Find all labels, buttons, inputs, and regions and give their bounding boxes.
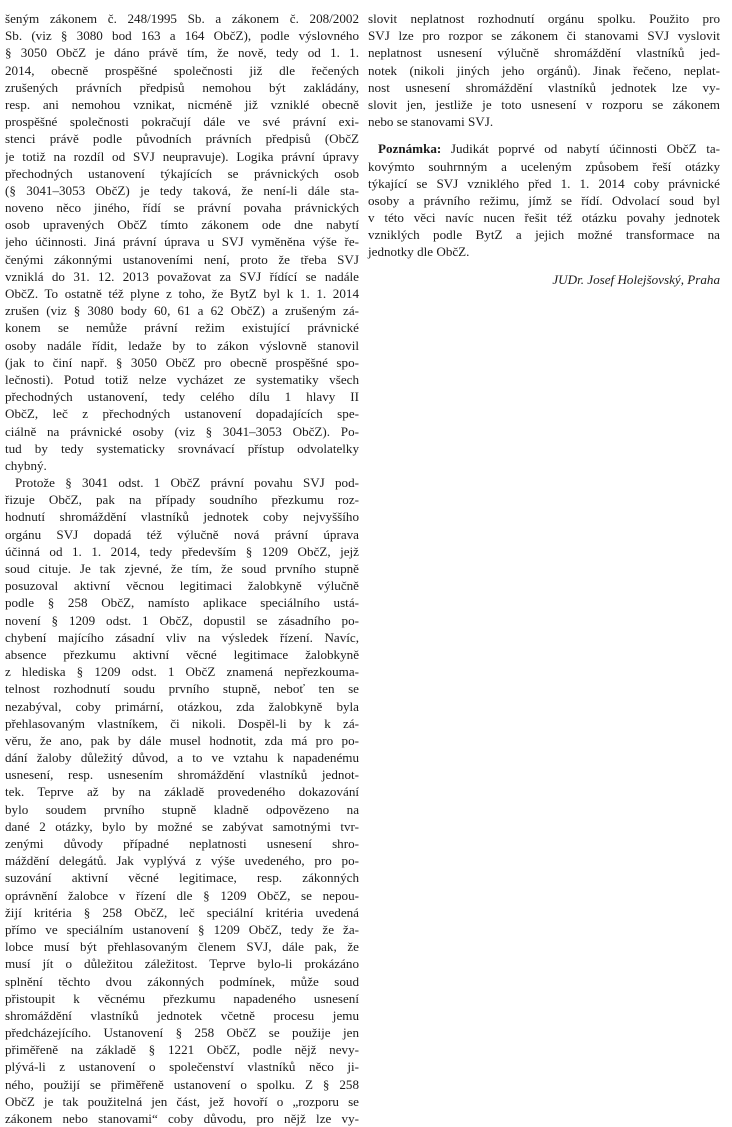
text-line: osob upravených ObčZ tímto zákonem ode dne nabytí — [5, 217, 359, 233]
text-line: šeným zákonem č. 248/1995 Sb. a zákonem č. 208/2002 — [5, 11, 359, 26]
text-line: tek. Teprve až by na základě provedeného dokazování — [5, 784, 359, 800]
text-line: splnění těchto dvou zákonných podmínek, může soud — [5, 973, 359, 989]
text-line: máždění delegátů. Jak vyplývá z výše uvedeného, pro po- — [5, 853, 359, 869]
text-line: notek (nikoli jiných jeho orgánů). Jinak řečeno, neplat- — [368, 62, 720, 78]
text-line: stenci právě podle původních právních předpisů (ObčZ — [5, 131, 359, 147]
right-column-body — [368, 10, 720, 130]
text-line: zenými důvody případné neplatnosti usnesení shro- — [5, 836, 359, 851]
text-line: 2014, obecně prospěšné společnosti již dle řečených — [5, 62, 359, 78]
text-line: ného, použijí se přiměřeně ustanovení o spolku. Z § 258 — [5, 1076, 359, 1092]
text-line: ciálně na právnické osoby (viz § 3041–3053 ObčZ). Po- — [5, 423, 359, 439]
text-line: plývá-li z ustanovení o společenství vlastníků něco ji- — [5, 1059, 359, 1075]
text-line: suzování aktivní věcné legitimace, resp. zákonných — [5, 870, 359, 886]
text-line: přiměřeně na základě § 1221 ObčZ, podle nějž nevy- — [5, 1042, 359, 1058]
text-line: osoby nadále řídit, ledaže by to zákon výslovně stanovil — [5, 337, 359, 353]
text-line: chybení majícího zásadní vliv na výsledek řízení. Navíc, — [5, 629, 359, 645]
text-line: (jak to činí např. § 3050 ObčZ pro obecně prospěšné spo- — [5, 354, 359, 370]
text-line: přechodných ustanovení, tedy celého dílu 1 hlavy II — [5, 389, 359, 405]
text-line: je totiž na rozdíl od SVJ neupravuje). Logika právní úpravy — [5, 148, 359, 164]
note-first-line — [368, 140, 720, 157]
text-line: usnesení, resp. usnesením shromáždění vlastníků jednot- — [5, 767, 359, 783]
text-line: podle § 258 ObčZ, namísto aplikace speciálního ustá- — [5, 595, 359, 611]
text-line: přechodných ustanovení týkajících se právnických osob — [5, 165, 359, 181]
text-line: (§ 3041–3053 ObčZ) je tedy taková, že není-li dále sta- — [5, 182, 359, 198]
text-line: dání žaloby důležitý důvod, a to ve vztahu k napadenému — [5, 750, 359, 766]
text-line: chybný. — [5, 457, 47, 473]
text-line: věru, že ano, pak by dále musel hodnotit, zda má pro po- — [5, 732, 359, 748]
text-line: neplatnost usnesení výlučně shromáždění vlastníků jed- — [368, 45, 720, 61]
text-line: přehlasovaným vlastníkem, či nikoli. Dospěl-li by k zá- — [5, 715, 359, 731]
text-line: předcházejícího. Ustanovení § 258 ObčZ se použije jen — [5, 1025, 359, 1041]
paragraph-gap — [368, 130, 720, 140]
note-body — [368, 158, 720, 261]
text-line: slovit jen, jestliže je toto usnesení v rozporu se zákonem — [368, 96, 720, 112]
text-line: hodnutí shromáždění vlastníků jednotek coby nejvyššího — [5, 509, 359, 525]
text-line: lečnosti). Potud totiž nelze vycházet ze systematiky všech — [5, 371, 359, 387]
note-first-line-text: Judikát poprvé od nabytí účinnosti ObčZ ta- — [450, 141, 720, 157]
text-line: jednotky dle ObčZ. — [368, 244, 470, 260]
text-line: týkající se SVJ vzniklého před 1. 1. 2014 coby právnické — [368, 175, 720, 191]
text-line: ObčZ je tak použitelná jen část, jež hovoří o „rozporu se — [5, 1093, 359, 1109]
text-line: vzniklých podle BytZ a jejich možné transformace na — [368, 227, 720, 243]
text-line: přímo ve speciálním ustanovení § 1209 ObčZ, tedy že ža- — [5, 921, 359, 937]
text-line: nezabýval, coby primární, otázkou, zda žalobkyně byla — [5, 698, 359, 714]
text-line: soud cituje. Je tak zjevné, že tím, že soud prvního stupně — [5, 561, 359, 576]
text-line: zákonem nebo stanovami“ coby důvodu, pro nějž lze vy- — [5, 1111, 359, 1126]
text-line: konem se nemůže právní režim existující právnické — [5, 320, 359, 336]
right-column — [368, 10, 720, 297]
left-column — [5, 10, 359, 1127]
text-line: SVJ lze pro rozpor se zákonem či stanovami SVJ vyslovit — [368, 28, 720, 44]
text-line: přistoupit k věcnému přezkumu napadeného usnesení — [5, 990, 359, 1006]
text-line: novení § 1209 odst. 1 ObčZ, dopustil se zásadního po- — [5, 612, 359, 628]
text-line: Protože § 3041 odst. 1 ObčZ právní povahu SVJ pod- — [15, 475, 359, 491]
text-line: nost usnesení shromáždění vlastníků jednotek lze vy- — [368, 79, 720, 95]
text-line: ObčZ. To ostatně též plyne z toho, že BytZ byl k 1. 1. 2014 — [5, 286, 359, 301]
text-line: vzniklá do 31. 12. 2013 považovat za SVJ řídící se nadále — [5, 268, 359, 284]
text-line: § 3050 ObčZ je dáno právě tím, že nově, tedy od 1. 1. — [5, 45, 359, 61]
author-signature: JUDr. Josef Holejšovský, Praha — [552, 271, 720, 287]
text-line: účinná od 1. 1. 2014, tedy především § 1209 ObčZ, jejž — [5, 543, 359, 559]
text-line: shromáždění vlastníků jednotek včetně procesu jemu — [5, 1007, 359, 1023]
text-line: zrušen (viz § 3080 body 60, 61 a 62 ObčZ) a zrušeným zá- — [5, 303, 359, 319]
text-line: z hlediska § 1209 odst. 1 ObčZ znamená nepřezkouma- — [5, 664, 359, 680]
text-line: oprávnění žalobce v řízení dle § 1209 ObčZ, se nepou- — [5, 887, 359, 903]
note-paragraph — [368, 140, 720, 260]
text-line: resp. ani nemohou vznikat, nicméně již vzniklé obecně — [5, 96, 359, 112]
text-line: lobce musí být přehlasovaným členem SVJ, dále pak, že — [5, 939, 359, 955]
text-line: prospěšné společnosti pokračují dále ve své právní exi- — [5, 114, 359, 130]
text-line: dané 2 otázky, bylo by možné se zabývat samotnými tvr- — [5, 818, 359, 834]
text-line: tud by tedy systematicky srovnávací přístup odvolatelky — [5, 440, 359, 456]
text-line: telnost rozhodnutí soudu prvního stupně, neboť ten se — [5, 681, 359, 697]
text-line: orgánu SVJ dopadá též výlučně nová právní úprava — [5, 526, 359, 542]
text-line: řizuje ObčZ, pak na případy soudního přezkumu roz- — [5, 492, 359, 508]
text-line: musí jít o důležitou záležitost. Teprve bylo-li prokázáno — [5, 956, 359, 972]
text-line: žijí kritéria § 258 ObčZ, leč speciální kritéria uvedená — [5, 904, 359, 920]
note-label: Poznámka: — [378, 141, 442, 157]
text-line: jeho účinnosti. Jiná právní úprava u SVJ vyměněna výše ře- — [5, 234, 359, 250]
text-line: bylo soudem prvního stupně kladně odpovězeno na — [5, 801, 359, 817]
text-line: absence přezkumu aktivní věcné legitimace žalobkyně — [5, 646, 359, 662]
text-line: nebo se stanovami SVJ. — [368, 114, 494, 130]
text-line: ObčZ, leč z přechodných ustanovení dopadajících spe- — [5, 406, 359, 422]
text-line: slovit neplatnost rozhodnutí orgánu spolku. Použito pro — [368, 11, 720, 26]
signature-row — [368, 261, 720, 297]
text-line: noveno něco jiného, řídí se právní povaha právnických — [5, 200, 359, 216]
text-line: posuzoval aktivní věcnou legitimaci žalobkyně výlučně — [5, 578, 359, 594]
text-line: čenými zákonnými ustanoveními není, proto že třeba SVJ — [5, 251, 359, 267]
text-line: Sb. (viz § 3080 bod 163 a 164 ObčZ), podle výslovného — [5, 28, 359, 44]
text-line: kovýmto souhrnným a uceleným způsobem řeší otázky — [368, 158, 720, 174]
text-line: v této věci navíc nucen řešit též otázku povahy jednotek — [368, 210, 720, 226]
text-line: osoby a právního režimu, jímž se řídí. Odvolací soud byl — [368, 192, 720, 208]
text-line: zrušených právních předpisů nemohou být zakládány, — [5, 79, 359, 95]
